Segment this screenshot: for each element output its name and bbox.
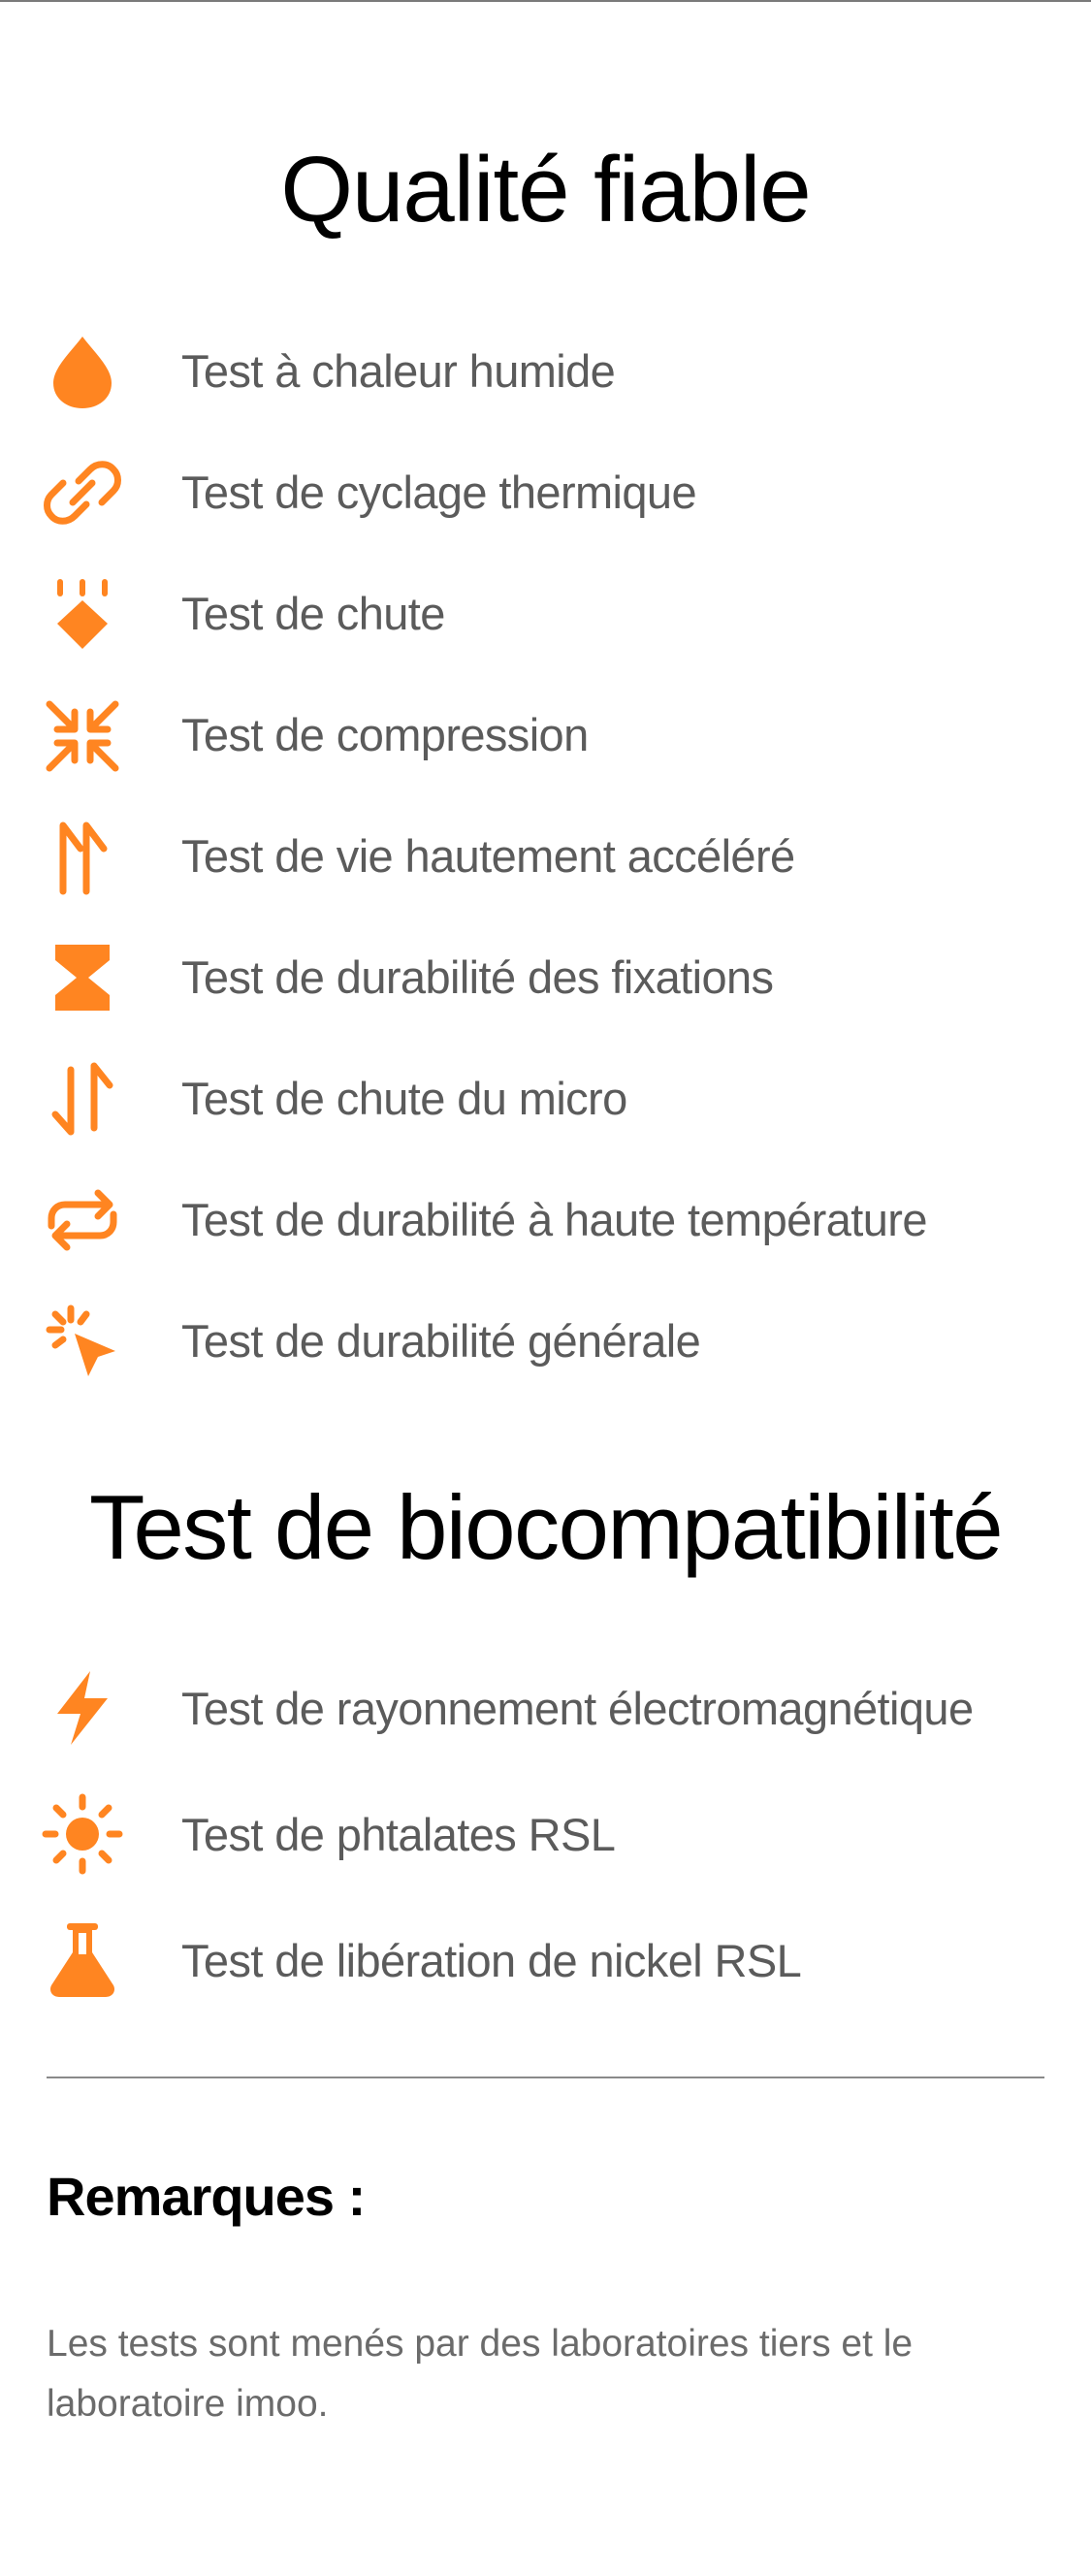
swap-vertical-arrows-icon: [42, 1058, 123, 1140]
top-divider: [0, 0, 1091, 2]
list-item: [0, 553, 1091, 674]
list-item: [0, 674, 1091, 795]
section-divider: [47, 2077, 1044, 2078]
list-item: [0, 917, 1091, 1038]
lightning-bolt-icon: [42, 1667, 123, 1749]
list-item: [0, 1159, 1091, 1280]
biocompat-test-list: [0, 1645, 1091, 2023]
list-item: [0, 1038, 1091, 1159]
list-item-label: Test de cyclage thermique: [181, 467, 697, 518]
list-item-label: Test de durabilité générale: [181, 1315, 701, 1367]
quality-section-title: Qualité fiable: [280, 138, 811, 242]
repeat-icon: [42, 1179, 123, 1261]
drop-diamond-icon: [42, 573, 123, 655]
list-item-label: Test de phtalates RSL: [181, 1808, 616, 1860]
sun-icon: [42, 1793, 123, 1875]
list-item: [0, 1897, 1091, 2023]
list-item-label: Test de chute: [181, 588, 445, 639]
list-item-label: Test de rayonnement électromagnétique: [181, 1682, 974, 1734]
notes-text: Les tests sont menés par des laboratoires tiers et le laboratoire imoo.: [47, 2323, 914, 2425]
list-item-label: Test de durabilité des fixations: [181, 951, 774, 1003]
list-item-label: Test de libération de nickel RSL: [181, 1934, 802, 1986]
flask-icon: [42, 1919, 123, 2001]
list-item: [0, 1280, 1091, 1401]
list-item-label: Test à chaleur humide: [181, 345, 616, 397]
notes-heading: Remarques :: [47, 2166, 366, 2227]
hourglass-icon: [42, 937, 123, 1018]
water-drop-icon: [42, 331, 123, 412]
list-item: [0, 795, 1091, 917]
list-item: [0, 432, 1091, 553]
list-item: [0, 1771, 1091, 1897]
list-item: [0, 1645, 1091, 1771]
list-item: [0, 310, 1091, 432]
biocompat-section-title: Test de biocompatibilité: [88, 1476, 1003, 1578]
double-arrow-up-icon: [42, 816, 123, 897]
quality-test-list: [0, 310, 1091, 1401]
cursor-click-icon: [42, 1301, 123, 1382]
list-item-label: Test de durabilité à haute température: [181, 1194, 927, 1245]
list-item-label: Test de vie hautement accéléré: [181, 830, 795, 882]
compress-arrows-icon: [42, 694, 123, 776]
link-icon: [42, 452, 123, 533]
list-item-label: Test de chute du micro: [181, 1073, 627, 1124]
list-item-label: Test de compression: [181, 709, 589, 760]
